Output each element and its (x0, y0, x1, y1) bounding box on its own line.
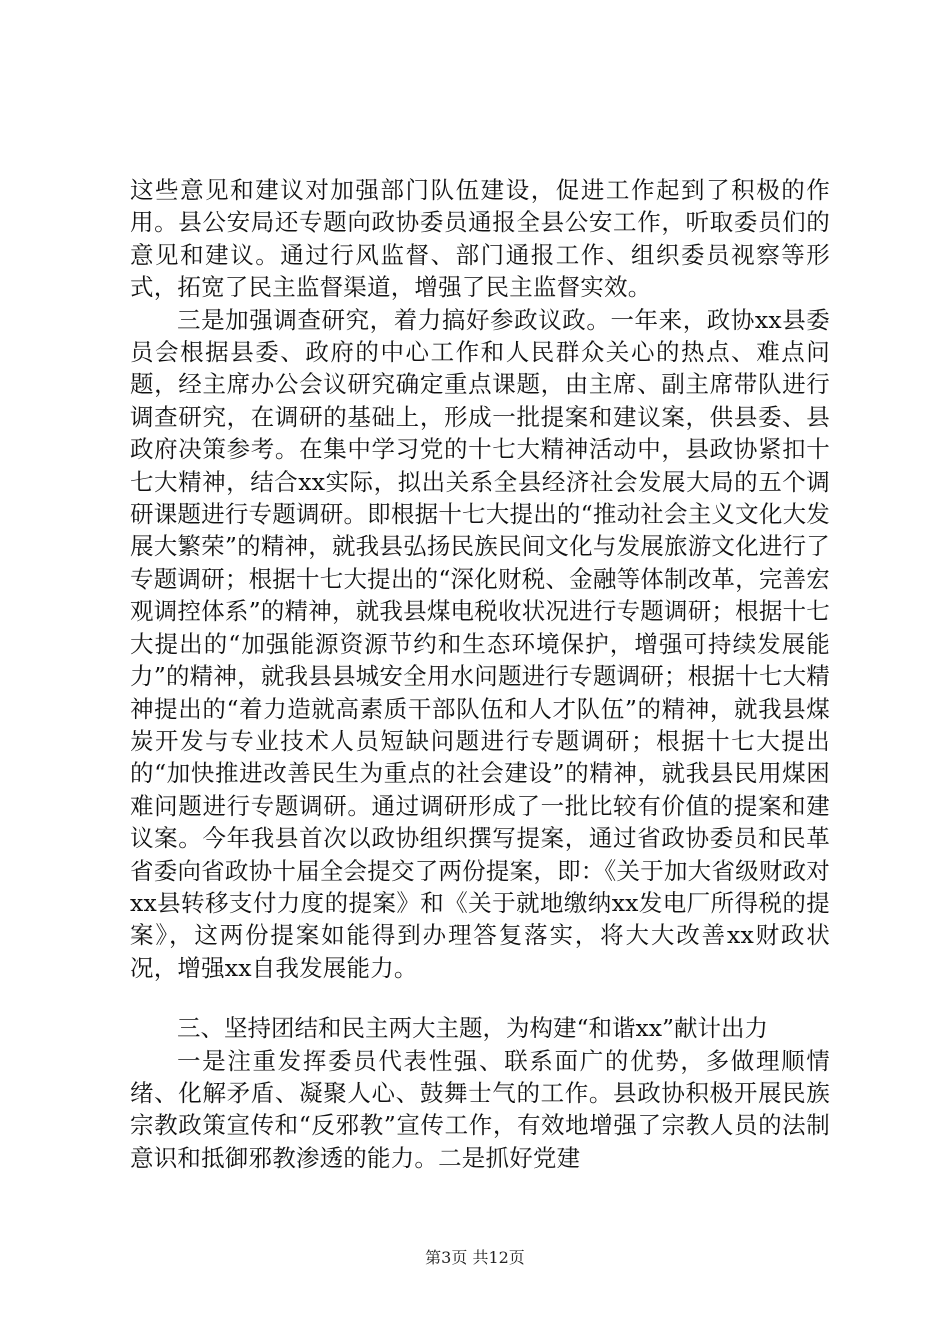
section-heading: 三、坚持团结和民主两大主题，为构建“和谐xx”献计出力 (177, 1014, 769, 1043)
paragraph-continuation: 这些意见和建议对加强部门队伍建设，促进工作起到了积极的作用。县公安局还专题向政协委员通报全县公安工作，听取委员们的意见和建议。通过行风监督、部门通报工作、组织委员视察等形式，拓宽了民主监督渠道，增强了民主监督实效。 (130, 176, 830, 302)
paragraph-research: 三是加强调查研究，着力搞好参政议政。一年来，政协xx县委员会根据县委、政府的中心工作和人民群众关心的热点、难点问题，经主席办公会议研究确定重点课题，由主席、副主席带队进行调查研究，在调研的基础上，形成一批提案和建议案，供县委、县政府决策参考。在集中学习党的十七大精神活动中，县政协紧扣十七大精神，结合xx实际，拟出关系全县经济社会发展大局的五个调研课题进行专题调研。即根据十七大提出的“推动社会主义文化大发展大繁荣”的精神，就我县弘扬民族民间文化与发展旅游文化进行了专题调研；根据十七大提出的“深化财税、金融等体制改革，完善宏观调控体系”的精神，就我县煤电税收状况进行专题调研；根据十七大提出的“加强能源资源节约和生态环境保护，增强可持续发展能力”的精神，就我县县城安全用水问题进行专题调研；根据十七大精神提出的“着力造就高素质干部队伍和人才队伍”的精神，就我县煤炭开发与专业技术人员短缺问题进行专题调研；根据十七大提出的“加快推进改善民生为重点的社会建设”的精神，就我县民用煤困难问题进行专题调研。通过调研形成了一批比较有价值的提案和建议案。今年我县首次以政协组织撰写提案，通过省政协委员和民革省委向省政协十届全会提交了两份提案，即：《关于加大省级财政对xx县转移支付力度的提案》和《关于就地缴纳xx发电厂所得税的提案》，这两份提案如能得到办理答复落实，将大大改善xx财政状况，增强xx自我发展能力。 (130, 305, 830, 982)
paragraph-unity: 一是注重发挥委员代表性强、联系面广的优势，多做理顺情绪、化解矛盾、凝聚人心、鼓舞士气的工作。县政协积极开展民族宗教政策宣传和“反邪教”宣传工作，有效地增强了宗教人员的法制意识和抵御邪教渗透的能力。二是抓好党建 (130, 1046, 830, 1172)
page-footer: 第3页 共12页 (425, 1248, 525, 1267)
document-body (130, 174, 830, 1174)
paragraph-gap (130, 984, 830, 1012)
